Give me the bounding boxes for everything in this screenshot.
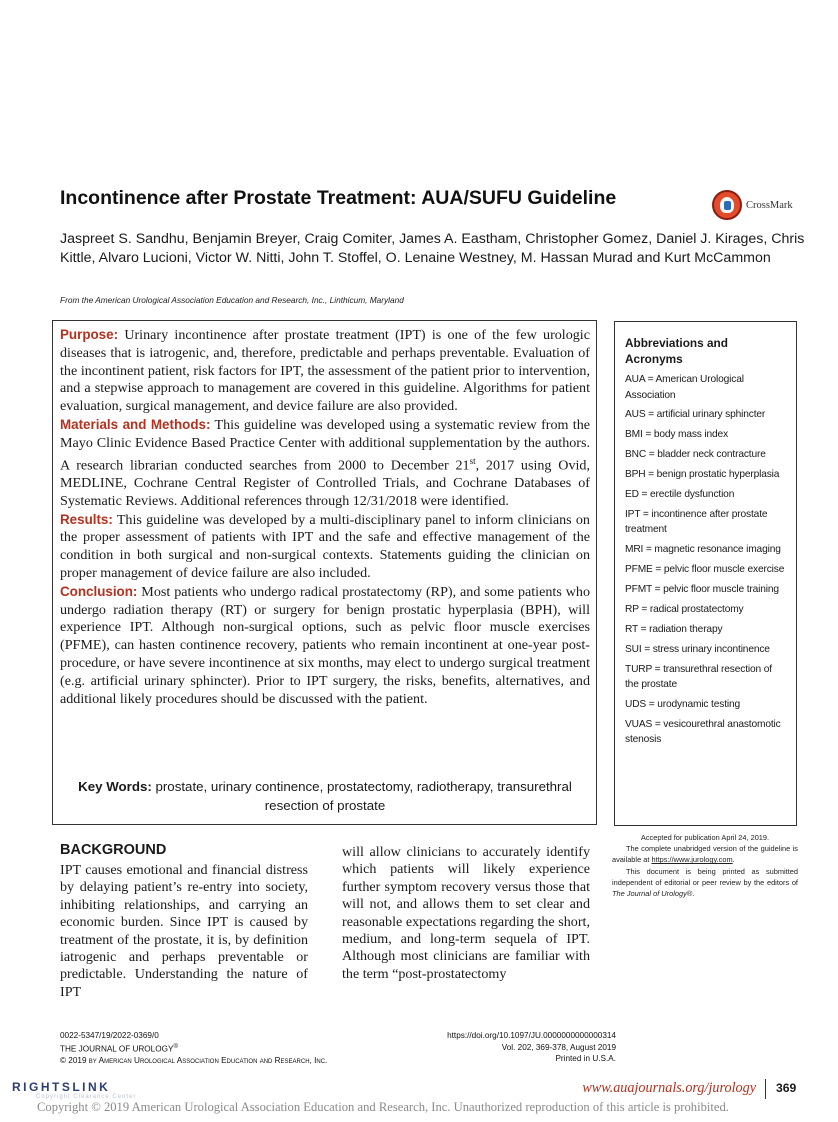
abbreviation-item: PFMT = pelvic floor muscle training — [625, 584, 779, 596]
purpose-heading: Purpose: — [60, 327, 119, 342]
abstract-purpose — [60, 326, 590, 416]
doi-link[interactable]: https://doi.org/10.1097/JU.0000000000000314 — [447, 1031, 616, 1040]
methods-text-a: This guideline was developed using a systematic review from the Mayo Clinic Evidence Based Practice Center with additional supplementation by the authors. A research librarian conducted searches from 2000 to December 21 — [60, 416, 591, 474]
abbreviation-item: UDS = urodynamic testing — [625, 698, 741, 710]
purpose-text: Urinary incontinence after prostate treatment (IPT) is one of the few urologic diseases that is iatrogenic, and, therefore, predictable and perhaps preventable. Evaluation of the incontinent patient, risk factors for IPT, the assessment of the patient prior to intervention, and a stepwise approach to management are covered in this guideline. Algorithms for patient evaluation, surgical management, and device failure are also provided. — [60, 327, 590, 415]
author-list: Jaspreet S. Sandhu, Benjamin Breyer, Craig Comiter, James A. Eastham, Christopher Gomez, Daniel J. Kirages, Chris Kittle, Alvaro Lucioni, Victor W. Nitti, John T. Stoffel, O. Lenaine Westney, M. Hassan Murad and Kurt McCammon — [60, 231, 805, 267]
unabridged-text: The complete unabridged version of the guideline is available at — [612, 844, 798, 865]
results-heading: Results: — [60, 511, 113, 527]
journal-url-link[interactable]: www.auajournals.org/jurology — [582, 1080, 756, 1096]
abbreviations-box — [614, 321, 797, 826]
abbreviation-item: AUS = artificial urinary sphincter — [625, 409, 766, 421]
background-column-1: IPT causes emotional and financial distress by delaying patient’s re-entry into society, inhibiting relationships, and carrying an economic burden. Since IPT is caused by treatment of the prostate, it is, by definition iatrogenic and perhaps preventable or predictable. Understanding the nature of IPT — [60, 862, 308, 1000]
rightslink-subtitle: Copyright Clearance Center — [36, 1094, 137, 1100]
abbreviations-title: Abbreviations and Acronyms — [625, 336, 728, 366]
unabridged-note — [612, 843, 798, 865]
abbreviation-item: RP = radical prostatectomy — [625, 603, 744, 615]
keywords-label: Key Words: — [78, 779, 152, 794]
abbreviations-list — [625, 372, 786, 748]
issn: 0022-5347/19/2022-0369/0 — [60, 1031, 159, 1040]
abbreviation-item: ED = erectile dysfunction — [625, 488, 735, 500]
methods-heading: Materials and Methods: — [60, 416, 211, 432]
abbreviation-item: BNC = bladder neck contracture — [625, 449, 766, 461]
page-divider — [765, 1079, 766, 1099]
background-column-2: will allow clinicians to accurately identify which patients will likely experience further symptom recovery versus those that will not, and allows them to set clear and reasonable expectations regarding the short, medium, and long-term sequela of IPT. Although most clinicians are familiar with the term “post-prostatectomy — [342, 844, 590, 982]
conclusion-text: Most patients who undergo radical prostatectomy (RP), and some patients who undergo radiation therapy (RT) or surgery for benign prostatic hyperplasia (BPH), will experience IPT. Although non-surgical options, such as pelvic floor muscle exercises (PFME), can hasten continence recovery, patients who remain incontinent at one-year post-procedure, or have severe incontinence at six months, may elect to undergo surgical treatment (e.g. artificial urinary sphincter). Prior to IPT surgery, the risks, benefits, alternatives, and additional likely procedures should be discussed with the patient. — [60, 583, 590, 707]
unabridged-end: . — [732, 855, 735, 865]
methods-superscript: st — [469, 455, 476, 466]
conclusion-heading: Conclusion: — [60, 583, 138, 599]
keywords — [60, 778, 590, 815]
crossmark-badge[interactable] — [712, 190, 793, 220]
abbreviation-item: IPT = incontinence after prostate treatment — [625, 508, 768, 536]
volume-info: Vol. 202, 369-378, August 2019 — [501, 1042, 616, 1052]
footer-right — [404, 1030, 616, 1065]
abbreviation-item: BMI = body mass index — [625, 429, 729, 441]
journal-title: THE JOURNAL OF UROLOGY — [60, 1044, 174, 1054]
abstract-conclusion — [60, 583, 590, 709]
footer-left — [60, 1030, 327, 1067]
abbreviation-item: TURP = transurethral resection of the prostate — [625, 663, 772, 691]
abstract-results — [60, 511, 590, 583]
printed-in: Printed in U.S.A. — [555, 1054, 616, 1064]
rightslink-logo[interactable]: RIGHTSLINK — [12, 1080, 111, 1094]
background-heading: BACKGROUND — [60, 842, 167, 858]
copyright-line: © 2019 by American Urological Association Education and Research, Inc. — [60, 1055, 328, 1065]
abstract — [60, 326, 590, 708]
crossmark-label: CrossMark — [746, 199, 793, 211]
accepted-date: Accepted for publication April 24, 2019. — [640, 833, 770, 842]
abstract-methods — [60, 416, 590, 511]
review-end: . — [692, 889, 695, 899]
journal-name-footer — [60, 1042, 327, 1055]
methods-text-b: , 2017 using Ovid, MEDLINE, Cochrane Central Register of Controlled Trials, and Cochrane Databases of Systematic Reviews. Additional references through 12/31/2018 were identified. — [60, 457, 590, 509]
copyright-notice: Copyright © 2019 American Urological Association Education and Research, Inc. Unauthorized reproduction of this article is prohibited. — [37, 1100, 729, 1114]
abbreviation-item: BPH = benign prostatic hyperplasia — [625, 469, 780, 481]
registered-mark: ® — [173, 1043, 178, 1050]
crossmark-icon — [712, 190, 742, 220]
abbreviation-item: AUA = American Urological Association — [625, 374, 744, 401]
abbreviation-item: MRI = magnetic resonance imaging — [625, 544, 781, 556]
journal-name: The Journal of Urology® — [612, 889, 693, 899]
results-text: This guideline was developed by a multi-disciplinary panel to inform clinicians on the proper assessment of patients with IPT and the safe and effective management of the condition in both surgical and non-surgical contexts. Statements guiding the clinician on proper management of device failure are also included. — [60, 511, 590, 582]
keywords-text: prostate, urinary continence, prostatectomy, radiotherapy, transurethral resection of prostate — [155, 779, 572, 813]
review-note — [612, 866, 798, 900]
affiliation: From the American Urological Association Education and Research, Inc., Linthicum, Maryland — [60, 295, 404, 305]
abbreviation-item: RT = radiation therapy — [625, 623, 723, 635]
accepted-note — [612, 832, 798, 899]
page-number: 369 — [776, 1081, 797, 1095]
abbreviation-item: SUI = stress urinary incontinence — [625, 643, 770, 655]
abbreviation-item: PFME = pelvic floor muscle exercise — [625, 564, 785, 576]
review-text: This document is being printed as submitted independent of editorial or peer review by the editors of — [612, 866, 798, 887]
jurology-link[interactable]: https://www.jurology.com — [651, 855, 733, 865]
article-title: Incontinence after Prostate Treatment: AUA/SUFU Guideline — [60, 187, 617, 209]
abbreviation-item: VUAS = vesicourethral anastomotic stenosis — [625, 718, 781, 746]
